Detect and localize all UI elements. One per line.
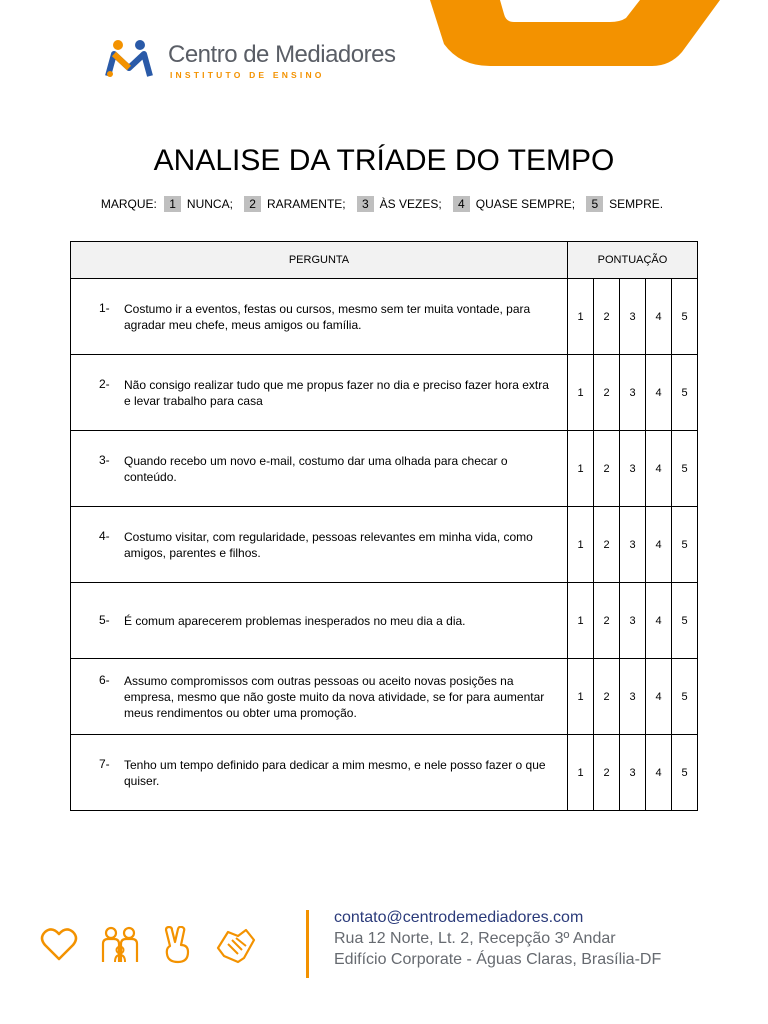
score-option-5[interactable]: 5 [672, 431, 698, 507]
question-cell [71, 735, 568, 811]
score-option-2[interactable]: 2 [594, 507, 620, 583]
score-option-5[interactable]: 5 [672, 735, 698, 811]
contact-email[interactable]: contato@centrodemediadores.com [334, 909, 584, 926]
question-number: 6- [99, 672, 110, 687]
table-row [71, 431, 698, 507]
score-option-1[interactable]: 1 [568, 659, 594, 735]
score-option-5[interactable]: 5 [672, 355, 698, 431]
address-line-2: Edifício Corporate - Águas Claras, Brasília-DF [334, 951, 662, 968]
legend-label: ÀS VEZES; [379, 197, 442, 211]
table-row [71, 279, 698, 355]
questionnaire-table [70, 241, 698, 811]
question-text: Assumo compromissos com outras pessoas ou aceito novas posições na empresa, mesmo que não goste muito da nova atividade, se for para aumentar meus rendimentos ou obter uma promoção. [124, 673, 545, 720]
score-option-2[interactable]: 2 [594, 431, 620, 507]
question-number: 3- [99, 452, 110, 467]
address-line-1: Rua 12 Norte, Lt. 2, Recepção 3º Andar [334, 930, 616, 947]
question-cell [71, 583, 568, 659]
column-header-question: PERGUNTA [71, 242, 568, 279]
column-header-score: PONTUAÇÃO [568, 242, 698, 279]
question-cell [71, 507, 568, 583]
legend-value-box: 5 [586, 196, 603, 212]
question-text: Costumo ir a eventos, festas ou cursos, mesmo sem ter muita vontade, para agradar meu chefe, meus amigos ou família. [124, 301, 531, 332]
score-option-5[interactable]: 5 [672, 507, 698, 583]
question-text: É comum aparecerem problemas inesperados no meu dia a dia. [124, 613, 466, 628]
legend-prefix: MARQUE: [100, 197, 157, 211]
score-option-4[interactable]: 4 [646, 355, 672, 431]
question-text: Quando recebo um novo e-mail, costumo dar uma olhada para checar o conteúdo. [124, 453, 508, 484]
score-option-1[interactable]: 1 [568, 583, 594, 659]
legend-value-box: 3 [357, 196, 374, 212]
score-option-2[interactable]: 2 [594, 735, 620, 811]
score-option-5[interactable]: 5 [672, 279, 698, 355]
question-cell [71, 659, 568, 735]
heart-icon [40, 926, 78, 964]
footer-divider [306, 910, 309, 978]
table-row [71, 355, 698, 431]
table-header-row [71, 242, 698, 279]
table-row [71, 507, 698, 583]
score-option-5[interactable]: 5 [672, 659, 698, 735]
legend-label: SEMPRE. [609, 197, 664, 211]
question-number: 5- [99, 612, 110, 627]
score-option-1[interactable]: 1 [568, 507, 594, 583]
score-option-4[interactable]: 4 [646, 659, 672, 735]
score-option-3[interactable]: 3 [620, 583, 646, 659]
logo-mark-icon [104, 38, 156, 82]
score-option-3[interactable]: 3 [620, 431, 646, 507]
logo-name: Centro de Mediadores [168, 41, 396, 68]
decorative-orange-shape [430, 0, 768, 70]
table-row [71, 659, 698, 735]
score-option-1[interactable]: 1 [568, 431, 594, 507]
legend-value-box: 4 [453, 196, 470, 212]
logo [104, 38, 404, 86]
score-option-1[interactable]: 1 [568, 735, 594, 811]
question-cell [71, 355, 568, 431]
score-option-4[interactable]: 4 [646, 507, 672, 583]
legend-label: QUASE SEMPRE; [475, 197, 576, 211]
table-row [71, 583, 698, 659]
score-option-4[interactable]: 4 [646, 279, 672, 355]
score-option-2[interactable]: 2 [594, 279, 620, 355]
page-title: ANALISE DA TRÍADE DO TEMPO [153, 144, 615, 177]
score-option-2[interactable]: 2 [594, 583, 620, 659]
score-option-1[interactable]: 1 [568, 279, 594, 355]
logo-subtitle: INSTITUTO DE ENSINO [170, 70, 325, 80]
score-option-1[interactable]: 1 [568, 355, 594, 431]
question-number: 7- [99, 756, 110, 771]
score-option-3[interactable]: 3 [620, 355, 646, 431]
legend-label: NUNCA; [186, 197, 233, 211]
peace-hand-icon [160, 926, 194, 964]
score-option-4[interactable]: 4 [646, 431, 672, 507]
score-option-3[interactable]: 3 [620, 735, 646, 811]
question-cell [71, 431, 568, 507]
question-cell [71, 279, 568, 355]
score-option-4[interactable]: 4 [646, 735, 672, 811]
score-option-4[interactable]: 4 [646, 583, 672, 659]
handshake-icon [216, 926, 256, 964]
score-option-2[interactable]: 2 [594, 659, 620, 735]
score-option-3[interactable]: 3 [620, 279, 646, 355]
question-text: Tenho um tempo definido para dedicar a mim mesmo, e nele posso fazer o que quiser. [124, 757, 546, 788]
footer-contact [334, 909, 661, 969]
table-row [71, 735, 698, 811]
question-number: 2- [99, 376, 110, 391]
score-option-3[interactable]: 3 [620, 507, 646, 583]
question-text: Não consigo realizar tudo que me propus fazer no dia e preciso fazer hora extra e levar trabalho para casa [124, 377, 549, 408]
legend-value-box: 2 [244, 196, 261, 212]
people-icon [100, 926, 140, 964]
scale-legend [0, 196, 768, 212]
question-number: 1- [99, 300, 110, 315]
score-option-3[interactable]: 3 [620, 659, 646, 735]
score-option-5[interactable]: 5 [672, 583, 698, 659]
question-number: 4- [99, 528, 110, 543]
legend-label: RARAMENTE; [266, 197, 346, 211]
score-option-2[interactable]: 2 [594, 355, 620, 431]
question-text: Costumo visitar, com regularidade, pessoas relevantes em minha vida, como amigos, parentes e filhos. [124, 529, 533, 560]
legend-value-box: 1 [164, 196, 181, 212]
